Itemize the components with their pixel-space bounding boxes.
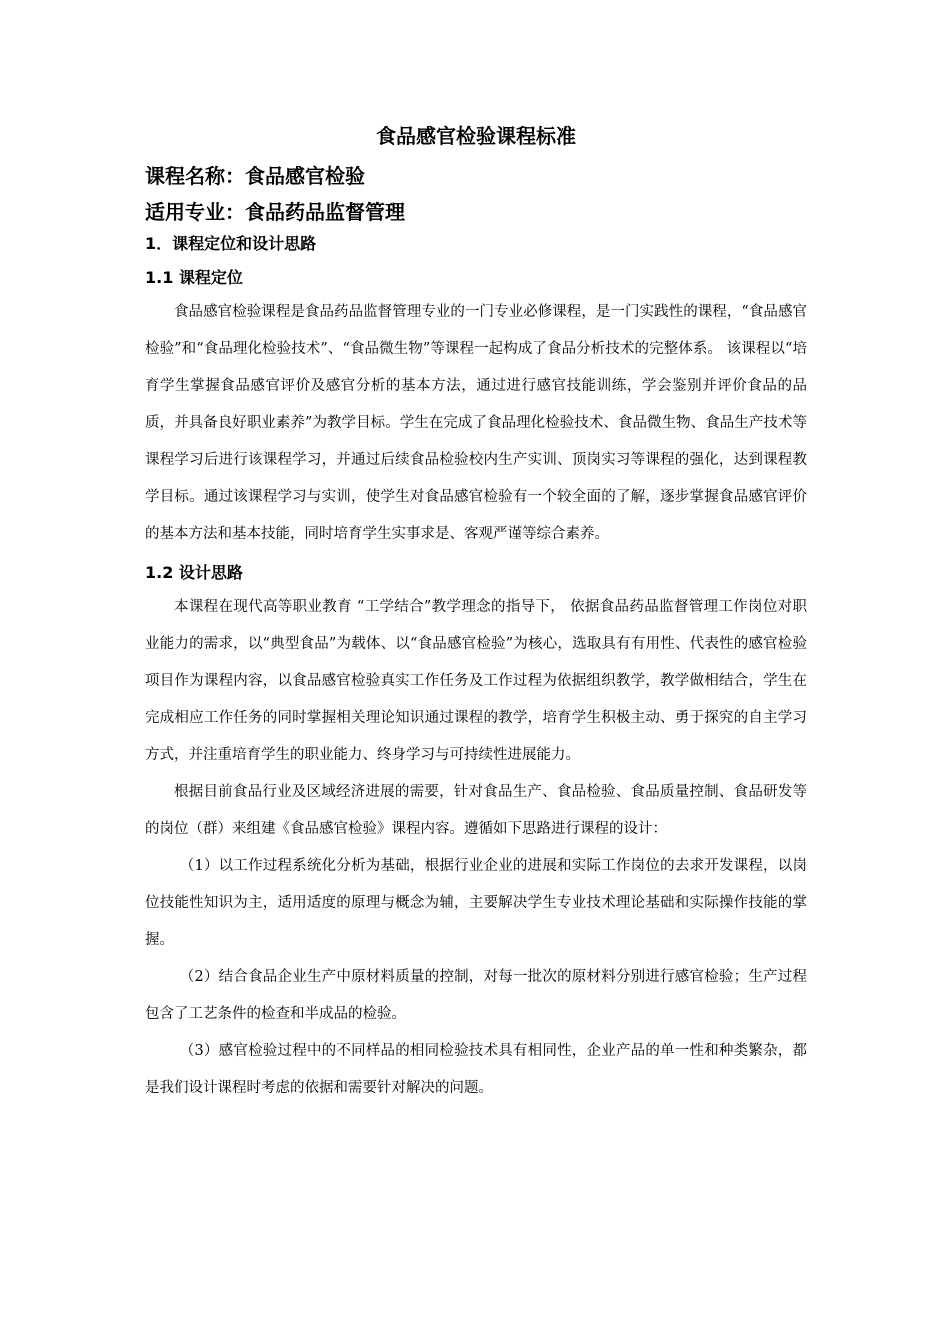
design-item: （3）感官检验过程中的不同样品的相同检验技术具有相同性，企业产品的单一性和种类繁杂，都是我们设计课程时考虑的依据和需要针对解决的问题。 xyxy=(145,1043,807,1096)
document-title: 食品感官检验课程标准 xyxy=(376,124,576,148)
design-item: （2）结合食品企业生产中原材料质量的控制，对每一批次的原材料分别进行感官检验；生产过程包含了工艺条件的检查和半成品的检验。 xyxy=(145,969,807,1022)
section-1-1-paragraph: 食品感官检验课程是食品药品监督管理专业的一门专业必修课程，是一门实践性的课程，“食品感官检验”和“食品理化检验技术”、“食品微生物”等课程一起构成了食品分析技术的完整体系。 该课程以“培育学生掌握食品感官评价及感官分析的基本方法，通过进行感官技能训练，学会鉴别并评价食品的品质，并具备良好职业素养”为教学目标。学生在完成了食品理化检验技术、食品微生物、食品生产技术等课程学习后进行该课程学习，并通过后续食品检验校内生产实训、顶岗实习等课程的强化，达到课程教学目标。通过该课程学习与实训，使学生对食品感官检验有一个较全面的了解，逐步掌握食品感官评价的基本方法和基本技能，同时培育学生实事求是、客观严谨等综合素养。 xyxy=(145,304,807,542)
design-item: （1）以工作过程系统化分析为基础，根据行业企业的进展和实际工作岗位的去求开发课程，以岗位技能性知识为主，适用适度的原理与概念为辅，主要解决学生专业技术理论基础和实际操作技能的掌握。 xyxy=(145,858,807,948)
document-page xyxy=(145,118,807,1107)
section-1-2-paragraph: 本课程在现代高等职业教育 “工学结合”教学理念的指导下， 依据食品药品监督管理工作岗位对职业能力的需求，以“典型食品”为载体、以“食品感官检验”为核心，选取具有有用性、代表性的感官检验项目作为课程内容，以食品感官检验真实工作任务及工作过程为依据组织教学，教学做相结合，学生在完成相应工作任务的同时掌握相关理论知识通过课程的教学，培育学生积极主动、勇于探究的自主学习方式，并注重培育学生的职业能力、终身学习与可持续性进展能力。 xyxy=(145,599,807,763)
applicable-major: 适用专业：食品药品监督管理 xyxy=(145,200,405,224)
section-1-heading: 1．课程定位和设计思路 xyxy=(145,234,317,253)
section-1-1-heading: 1.1 课程定位 xyxy=(145,268,243,287)
section-1-2-paragraph: 根据目前食品行业及区域经济进展的需要，针对食品生产、食品检验、食品质量控制、食品研发等的岗位（群）来组建《食品感官检验》课程内容。遵循如下思路进行课程的设计： xyxy=(145,784,807,837)
section-1-2-heading: 1.2 设计思路 xyxy=(145,563,243,582)
course-name: 课程名称：食品感官检验 xyxy=(145,164,365,188)
